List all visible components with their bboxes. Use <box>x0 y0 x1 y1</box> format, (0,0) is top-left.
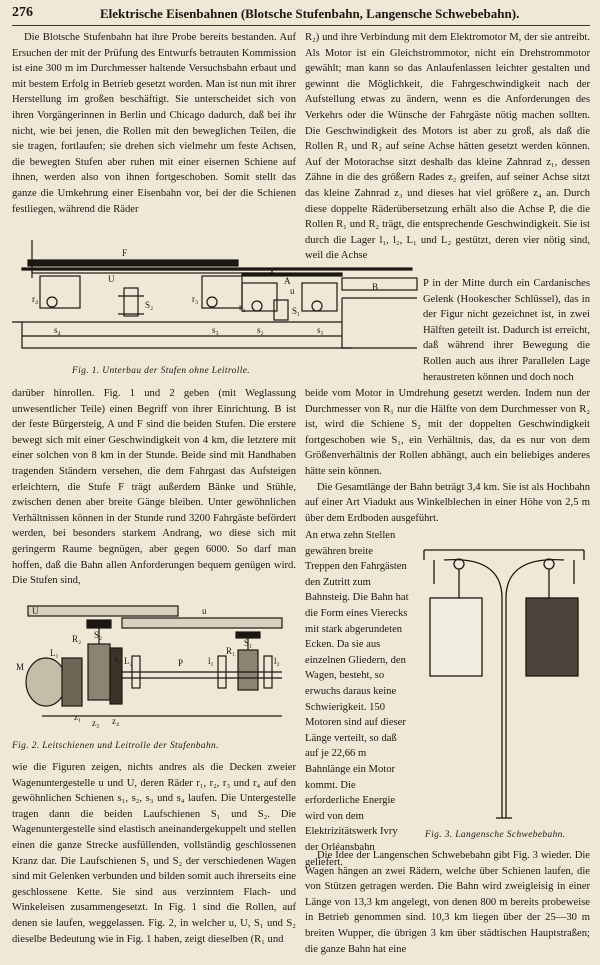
left-column-top <box>12 30 296 235</box>
fig2-label-S2: S₂ <box>94 630 103 640</box>
paragraph: Die Idee der Langenschen Schwebebahn gibt Fig. 3 wieder. Die Wagen hängen an zwei Rädern, welche über Schienen laufen, die von Stützen getragen werden. Die Bahn wird zweigleisig in einer Länge von 13,3 km angelegt, von denen 800 m bereits probeweise in Betrieb genommen sind. 10,3 km liegen über der 25—30 m breiten Wupper, die übrigen 3 km über städtischen Hauptstraßen; die ganze Bahn hat eine <box>305 850 590 955</box>
left-column-mid <box>12 386 296 596</box>
right-column-narrow <box>423 276 590 390</box>
fig1-label-U: U <box>108 274 115 284</box>
fig2-label-z1: z₁ <box>74 712 82 722</box>
fig1-label-A: A <box>284 276 291 286</box>
paragraph: Die Gesamtlänge der Bahn beträgt 3,4 km. Sie ist als Hochbahn auf einer Art Viadukt aus Winkelblechen in einer Höhe von 2,5 m über dem Erdboden ausgeführt. <box>305 481 590 524</box>
fig2-label-R2: R₂ <box>72 634 82 644</box>
paragraph: P in der Mitte durch ein Cardanisches Gelenk (Hookescher Schlüssel), das in der Figur nicht gezeichnet ist, in zwei Hälften geteilt ist. Dadurch ist erreicht, daß während ihrer Bewegung die Rollen auch aus ihrer Parallelen Lage heraustreten können und doch noch <box>423 278 590 383</box>
paragraph: Die Blotsche Stufenbahn hat ihre Probe bereits bestanden. Auf Ersuchen der mit der Prüfung des Entwurfs betrauten Kommission ist eine 300 m im Durchmesser haltende Versuchsbahn erbaut und mit bestem Erfolg in Betrieb gesetzt worden. Man ist nun mit ihrer Herstellung im großen beschäftigt. Sie unterscheidet sich von ihren Vorgängerinnen in Berlin und Chicago dadurch, daß bei ihr nicht, wie bei jenen, die Rollen mit den beweglichen Teilen, die sie tragen, fortlaufen; sie drehen sich vielmehr um feste Achsen, die bewegten Stufen aber ruhen mit einer eisernen Schiene auf ihnen, werden also von ihnen fortgeschoben. Somit stellt das ganze die Umkehrung einer Eisenbahn vor, bei der die Schienen festliegen, während die Räder <box>12 32 296 215</box>
figure-1-svg <box>12 238 422 358</box>
fig2-label-P: P <box>178 658 184 668</box>
figure-2-svg <box>12 598 302 738</box>
fig2-label-z2: z₂ <box>114 654 122 664</box>
figure-1-caption: Fig. 1. Unterbau der Stufen ohne Leitrolle. <box>72 366 251 376</box>
fig2-label-l1: l₁ <box>208 656 214 666</box>
fig2-label-L2: L₂ <box>124 656 133 666</box>
fig2-label-M: M <box>16 662 25 672</box>
figure-3-svg <box>414 538 594 828</box>
fig1-label-s3: s₃ <box>212 325 219 335</box>
fig2-label-u: u <box>202 606 207 616</box>
fig2-label-R1: R₁ <box>226 646 236 656</box>
fig1-label-B: B <box>372 282 379 292</box>
figure-2-caption: Fig. 2. Leitschienen und Leitrolle der Stufenbahn. <box>12 741 219 751</box>
figure-1-diagram <box>12 238 422 358</box>
running-header <box>12 4 590 26</box>
paragraph: R₂) und ihre Verbindung mit dem Elektromotor M, der sie antreibt. Als Motor ist ein Gleichstrommotor, nicht ein Drehstrommotor gewählt; man kann so das Anlaufenlassen leichter gestalten und gewinnt die Möglichkeit, die Fahrgeschwindigkeit nach der Aufstellung etwas zu ändern, wenn es die Anforderungen des Verkehrs oder die Wünsche der Fahrgäste nötig machen sollten. Die Geschwindigkeit des Motors ist aber zu groß, als daß die Rollen R₁ und R₂ auf seine Achse hätten gesetzt werden können. Auf der Motorachse sitzt deshalb das kleine Zahnrad z₁, dessen Zähne in die des größern Rades z₂ greifen, auf seiner Achse sitzt das kleine Zahnrad z₃ und dieses hat viel größere z₄ an. Durch diese doppelte Räderübersetzung erhält also die Achse P, die die Rollen R₁ und R₂ trägt, die entsprechende Geschwindigkeit. Sie ist durch die Lager l₁, l₂, L₁ und L₂ gestützt, deren vier nötig sind, weil die Achse <box>305 32 590 262</box>
right-column-mid <box>305 386 590 526</box>
fig1-label-s4: s₄ <box>54 325 61 335</box>
paragraph: wie die Figuren zeigen, nichts andres als die Decken zweier Wagenuntergestelle u und U, deren Räder r₁, r₂, r₃ und r₄ auf den gewöhnlichen Schienen s₁, s₂, s₃ und s₄ laufen. Die Untergestelle tragen dann die beiden Laufschienen S₁ und S₂. Die Wagenuntergestelle sind elastisch aneinandergekuppelt und stellen einen die ganze Strecke ausfüllenden, vollständig geschlossenen Kranz dar. Die Laufschienen S₁ und S₂ der verschiedenen Wagen sind mit Gelenken verbunden und bilden somit auch ihrerseits eine geschlossene Kette. Sie sind aus verzinntem Flach- und Winkeleisen zusammengesetzt. In Fig. 1 sind die Rollen, auf denen sie laufen, weggelassen. Fig. 2, in welcher u, U, S₁ und S₂ dieselbe Bedeutung wie in Fig. 1 haben, zeigt dieselben (R₁ und <box>12 762 296 945</box>
left-column-bottom <box>12 760 296 960</box>
page-title: Elektrische Eisenbahnen (Blotsche Stufenbahn, Langensche Schwebebahn). <box>100 6 520 21</box>
fig1-label-u: u <box>290 286 295 296</box>
fig2-label-l2: l₂ <box>274 656 280 666</box>
paragraph: darüber hinrollen. Fig. 1 und 2 geben (mit Weglassung unwesentlicher Teile) einen Begriff von ihrer Einrichtung. B ist der feste Bürgersteig, A und F sind die beiden Stufen. Die erstere bewegt sich mit einer Geschwindigkeit von 4 km, die letztere mit einer solchen von 8 km in der Stunde. Beide sind mit Handhaben tragenden Ständern versehen, die dem Fahrgast das Aufsteigen erleichtern, die Stufe F trägt außerdem Bänke und Stühle, zwischen denen aber breite Gänge bleiben. Unter gewöhnlichen Verhältnissen können in der Stunde rund 3200 Fahrgäste befördert werden, bei besonders starkem Andrang, wo diese sich mit geringerm Raume begnügen, aber gegen 6000. So darf man hoffen, daß die Bahn allen Anforderungen bequem genügen wird. Die Stufen sind, <box>12 388 296 587</box>
fig1-label-s2: s₂ <box>257 325 264 335</box>
figure-3-diagram <box>414 538 594 828</box>
figure-2-diagram <box>12 598 302 738</box>
paragraph: An etwa zehn Stellen gewähren breite Treppen den Fahrgästen den Zutritt zum Bahnsteig. Die Bahn hat die Form eines Vierecks mit stark abgerundeten Ecken. Da sie aus einzelnen Gliedern, den Wagen, besteht, so erwuchs daraus keine Schwierigkeit. 150 Motoren sind auf dieser Länge verteilt, so daß auf je 22,66 m Bahnlänge ein Motor kommt. Die erforderliche Energie wird von dem Elektrizitätswerk Ivry der Orléansbahn geliefert. <box>305 530 409 869</box>
right-column-bottom <box>305 848 590 960</box>
right-column-side <box>305 528 409 869</box>
fig1-label-s1: s₁ <box>317 325 324 335</box>
fig2-label-z3: z₃ <box>92 718 100 728</box>
fig1-label-r3: r₃ <box>192 294 199 304</box>
fig2-label-U: U <box>32 606 39 616</box>
fig1-label-r4: r₄ <box>32 294 39 304</box>
fig1-label-S1: S₁ <box>292 306 301 316</box>
fig1-label-F: F <box>122 248 128 258</box>
fig2-label-S1: S₁ <box>244 638 253 648</box>
fig2-label-z4: z₄ <box>112 716 120 726</box>
figure-3-caption: Fig. 3. Langensche Schwebebahn. <box>425 830 566 840</box>
page-number: 276 <box>12 5 33 20</box>
fig2-label-L1: L₁ <box>50 648 59 658</box>
fig1-label-r2: r₂ <box>239 302 246 312</box>
paragraph: beide vom Motor in Umdrehung gesetzt werden. Indem nun der Durchmesser von R₁ nur die Hälfte von dem Durchmesser von R₂ ist, wird die Schiene S₂ mit der doppelten Geschwindigkeit fortgeschoben wie S₁, ein Verhältnis, das, da es nur von dem Größenverhältnis der Rollen abhängt, auch ein beliebiges anderes hätte sein können. <box>305 388 590 477</box>
fig1-label-S2: S₂ <box>145 300 154 310</box>
